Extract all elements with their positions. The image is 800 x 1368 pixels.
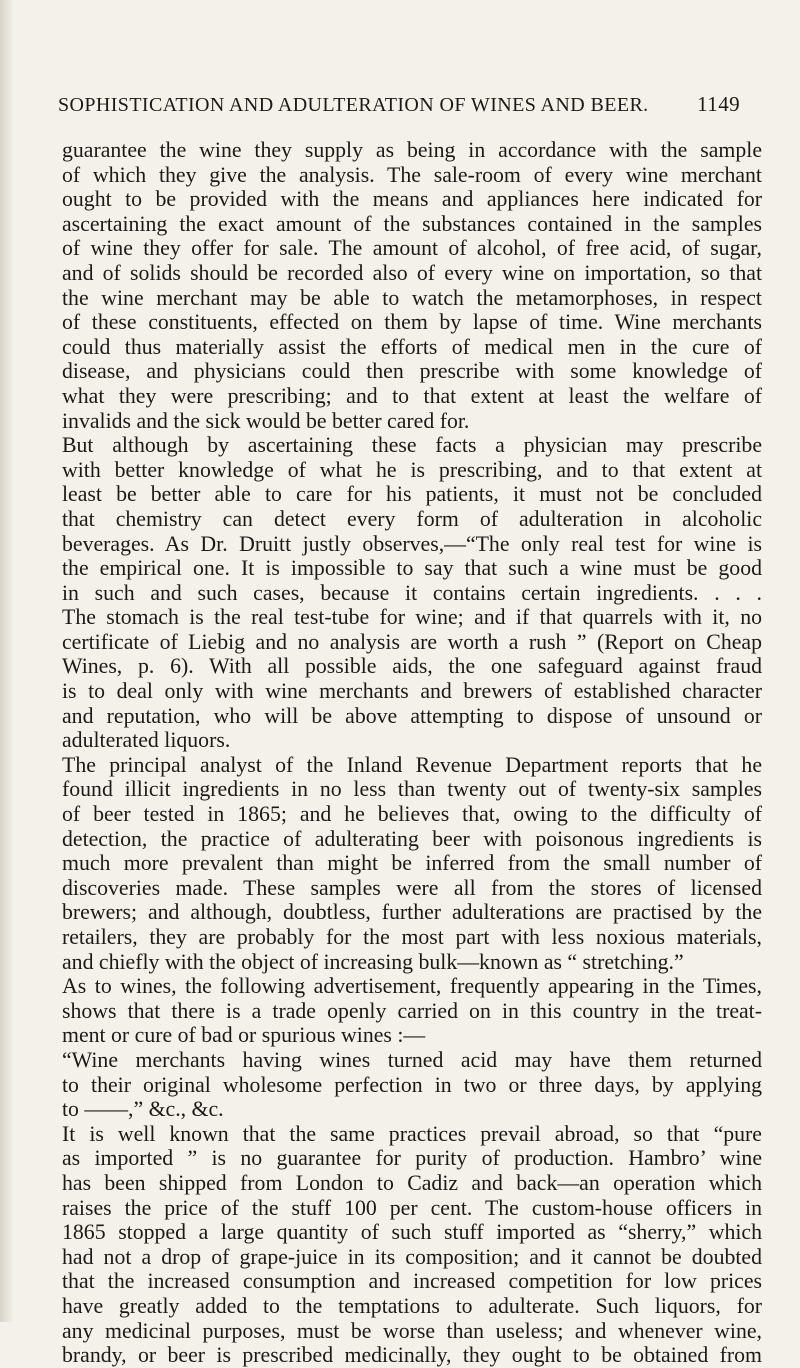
text-line: brandy, or beer is prescribed medicinally, they ought to be obtained from [62,1343,762,1368]
text-line: “Wine merchants having wines turned acid may have them returned [62,1047,762,1072]
text-line: ought to be provided with the means and appliances here indicated for [62,187,762,212]
paragraph-end-line: adulterated liquors. [62,728,231,753]
text-line: the empirical one. It is impossible to say that such a wine must be good [62,556,762,581]
text-line: that chemistry can detect every form of adulteration in alcoholic [62,506,762,531]
text-line: any medicinal purposes, must be worse than useless; and whenever wine, [62,1318,762,1343]
running-head-title: SOPHISTICATION AND ADULTERATION OF WINES AND BEER. [58,94,649,116]
text-line: the wine merchant may be able to watch the metamorphoses, in respect [62,285,762,310]
text-line: have greatly added to the temptations to adulterate. Such liquors, for [62,1293,762,1318]
text-line: that the increased consumption and increased competition for low prices [62,1269,762,1294]
text-line: shows that there is a trade openly carried on in this country in the treat- [62,998,762,1023]
running-head [58,92,740,117]
text-line: found illicit ingredients in no less than twenty out of twenty-six samples [62,777,762,802]
text-line: But although by ascertaining these facts a physician may prescribe [62,433,762,458]
text-line: brewers; and although, doubtless, further adulterations are practised by the [62,900,762,925]
text-line: certificate of Liebig and no analysis are worth a rush ” (Report on Cheap [62,629,762,654]
text-line: and of solids should be recorded also of every wine on importation, so that [62,260,762,285]
text-line: As to wines, the following advertisement, frequently appearing in the Times, [62,974,762,999]
text-line: to their original wholesome perfection in two or three days, by applying [62,1072,762,1097]
page-number: 1149 [697,92,740,116]
text-line: is to deal only with wine merchants and brewers of established character [62,679,762,704]
text-line: with better knowledge of what he is prescribing, and to that extent at [62,457,762,482]
text-line: of these constituents, effected on them by lapse of time. Wine merchants [62,310,762,335]
text-line: of which they give the analysis. The sale-room of every wine merchant [62,162,762,187]
text-line: It is well known that the same practices prevail abroad, so that “pure [62,1121,762,1146]
paragraph-end-line: to ——,” &c., &c. [62,1097,224,1122]
text-line: of beer tested in 1865; and he believes that, owing to the difficulty of [62,802,762,827]
text-line: guarantee the wine they supply as being in accordance with the sample [62,138,762,162]
text-line: 1865 stopped a large quantity of such stuff imported as “sherry,” which [62,1220,762,1245]
text-line: retailers, they are probably for the most part with less noxious materials, [62,925,762,949]
text-line: much more prevalent than might be inferred from the small number of [62,851,762,876]
paragraph-end-line: invalids and the sick would be better cared for. [62,408,470,433]
paragraph-end-line: ment or cure of bad or spurious wines :— [62,1023,426,1048]
text-line: what they were prescribing; and to that extent at least the welfare of [62,383,762,408]
text-line: The principal analyst of the Inland Revenue Department reports that he [62,752,762,777]
text-line: disease, and physicians could then prescribe with some knowledge of [62,359,762,384]
text-line: raises the price of the stuff 100 per cent. The custom-house officers in [62,1195,762,1220]
text-line: detection, the practice of adulterating beer with poisonous ingredients is [62,826,762,851]
text-line: could thus materially assist the efforts of medical men in the cure of [62,334,762,359]
paragraph-end-line: and chiefly with the object of increasing bulk—known as “ stretching.” [62,949,684,974]
text-line: The stomach is the real test-tube for wine; and if that quarrels with it, no [62,605,762,630]
text-line: of wine they offer for sale. The amount of alcohol, of free acid, of sugar, [62,236,762,261]
page-gutter-shadow [0,0,14,1322]
text-line: as imported ” is no guarantee for purity of production. Hambro’ wine [62,1146,762,1171]
text-line: least be better able to care for his patients, it must not be concluded [62,482,762,507]
text-line: ascertaining the exact amount of the substances contained in the samples [62,211,762,236]
text-line: Wines, p. 6). With all possible aids, the one safeguard against fraud [62,654,762,679]
text-line: and reputation, who will be above attempting to dispose of unsound or [62,703,762,728]
body-text [62,138,762,1368]
text-line: beverages. As Dr. Druitt justly observes,—“The only real test for wine is [62,531,762,556]
text-line: discoveries made. These samples were all from the stores of licensed [62,875,762,900]
text-line: has been shipped from London to Cadiz and back—an operation which [62,1170,762,1195]
text-line: had not a drop of grape-juice in its composition; and it cannot be doubted [62,1244,762,1269]
text-line: in such and such cases, because it contains certain ingredients. . . . [62,580,762,605]
